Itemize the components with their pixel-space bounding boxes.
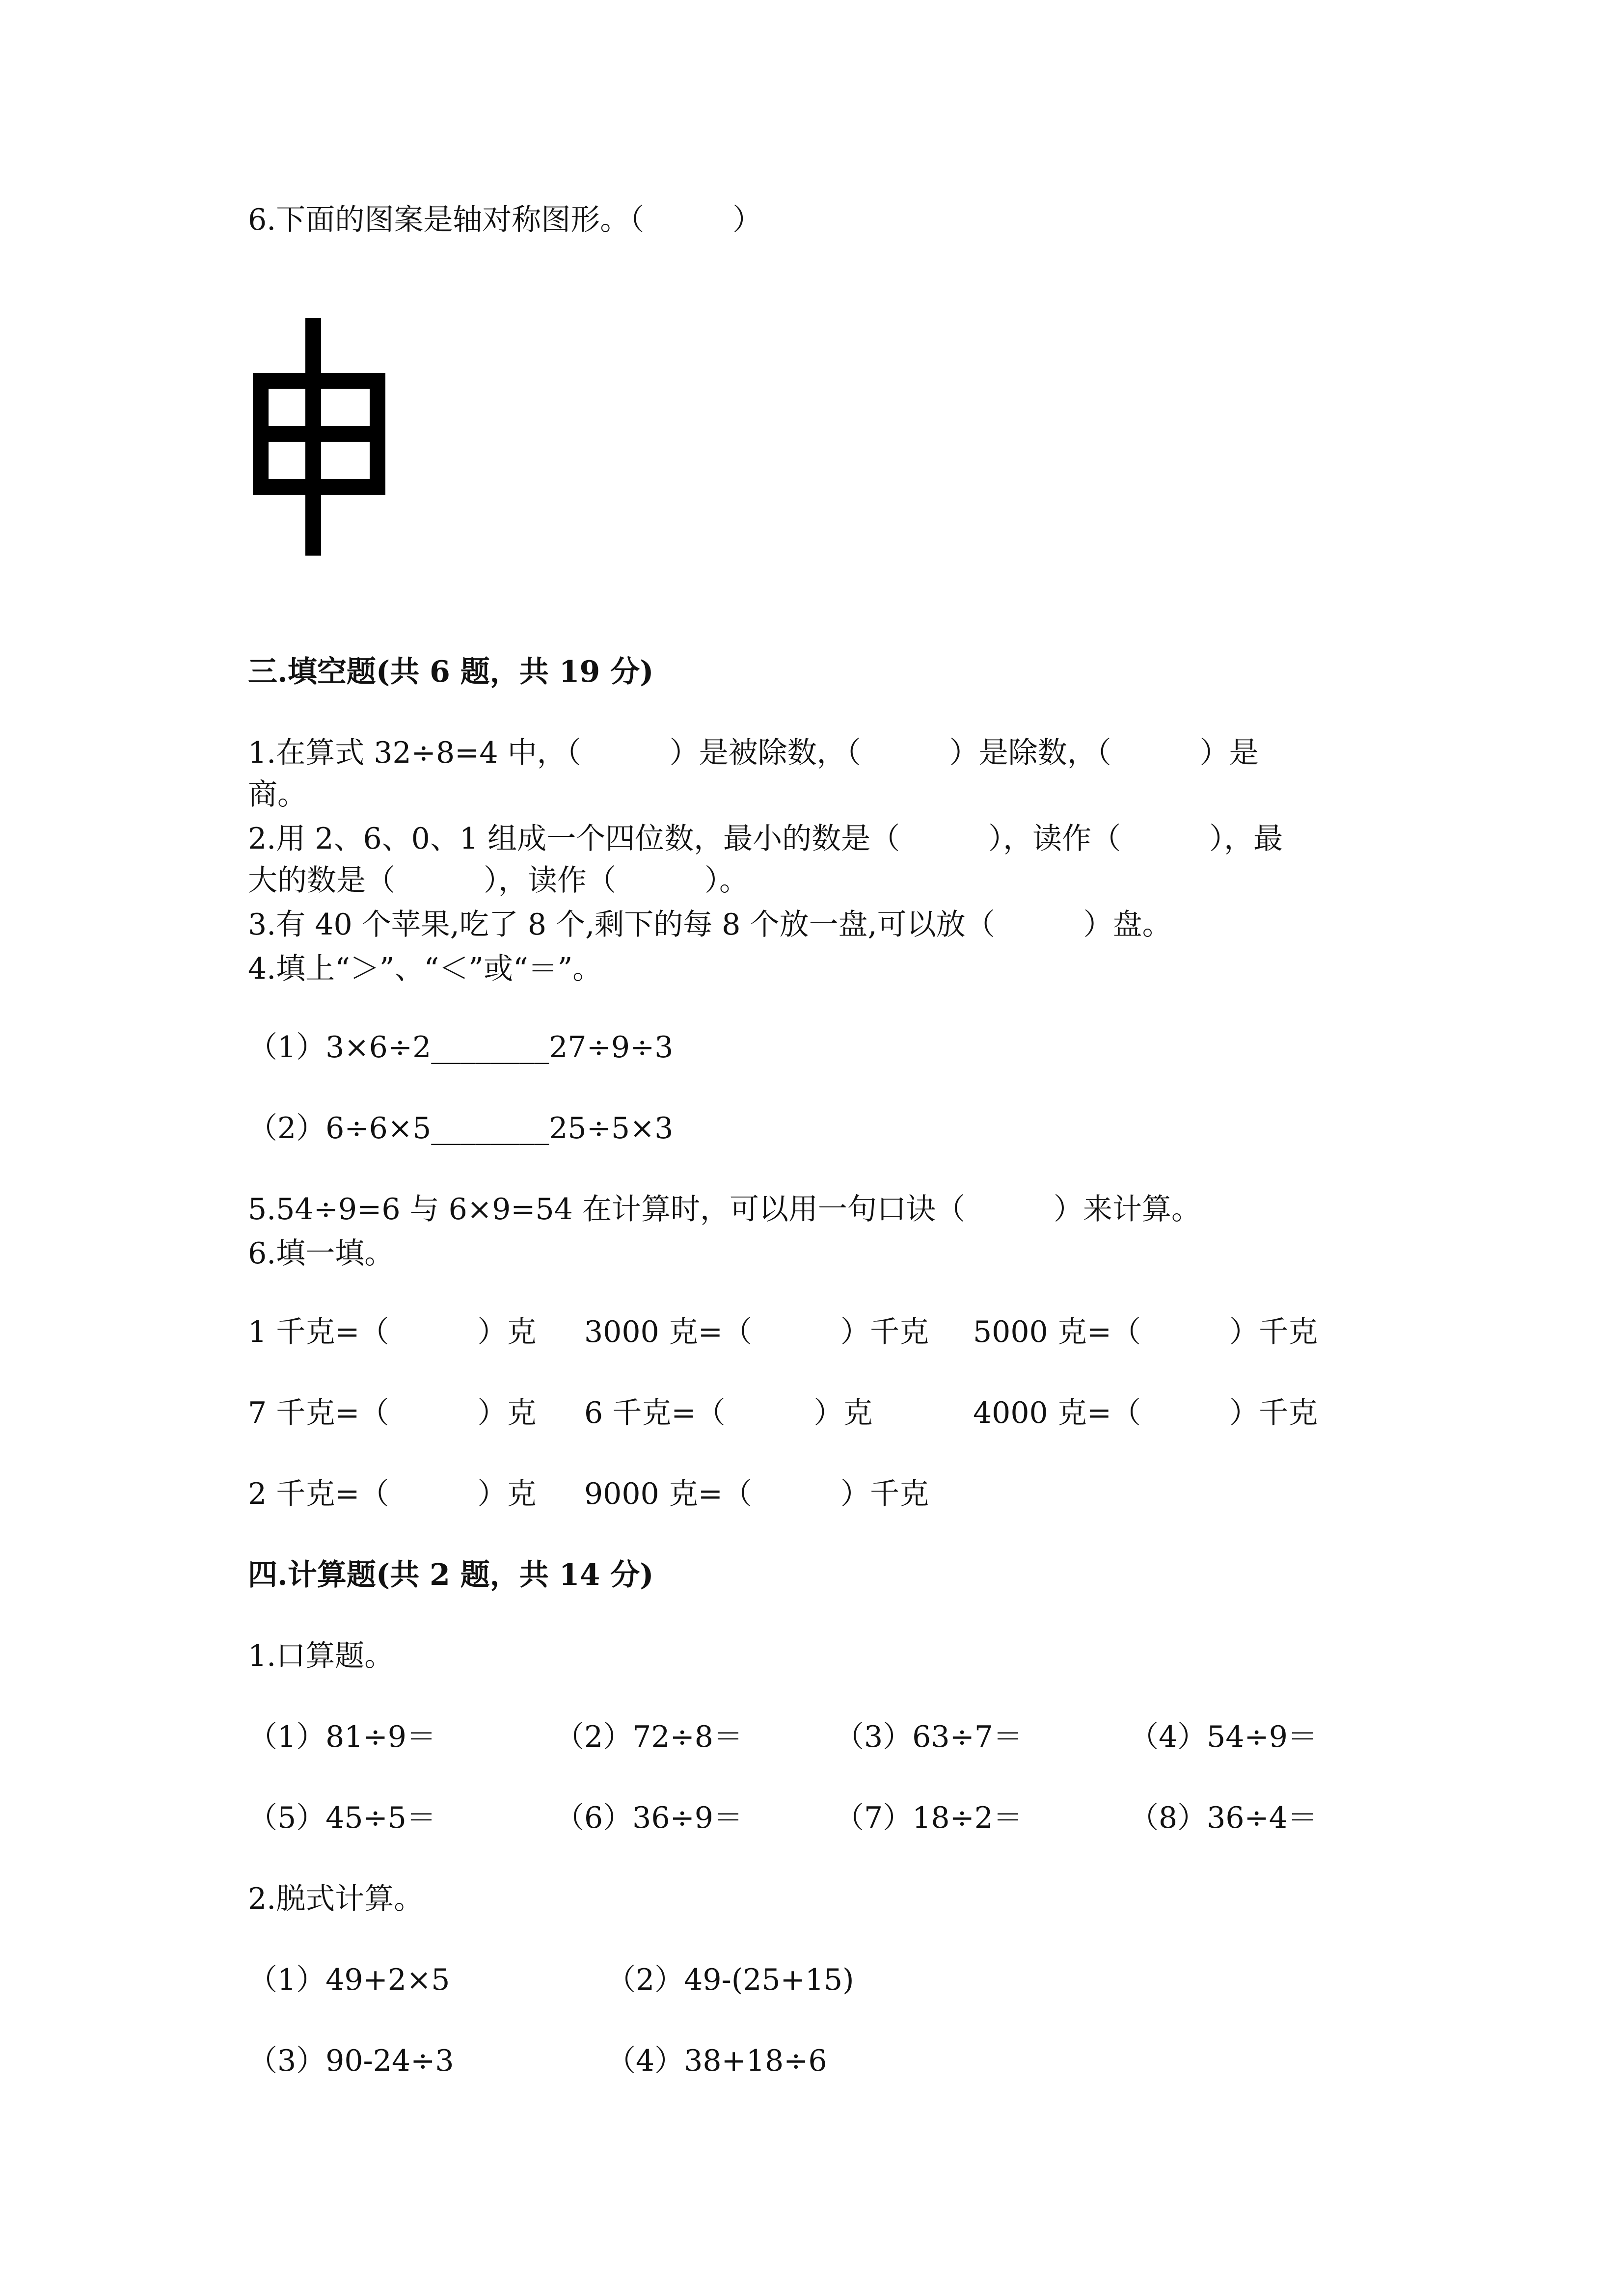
judgement-q6: 6.下面的图案是轴对称图形。（ ） xyxy=(248,203,762,237)
s3-q6-cell: 3000 克=（ ）千克 xyxy=(584,1315,929,1349)
s4-q1-cell: （6）36÷9＝ xyxy=(555,1801,743,1835)
s3-q3: 3.有 40 个苹果,吃了 8 个,剩下的每 8 个放一盘,可以放（ ）盘。 xyxy=(248,908,1172,942)
s4-q1-cell: （5）45÷5＝ xyxy=(248,1801,436,1835)
s4-q1-cell: （1）81÷9＝ xyxy=(248,1720,436,1754)
s4-q1-cell: （4）54÷9＝ xyxy=(1129,1720,1317,1754)
s3-q6-cell: 7 千克=（ ）克 xyxy=(248,1396,537,1430)
s4-q1: 1.口算题。 xyxy=(248,1639,394,1673)
s4-q1-cell: （8）36÷4＝ xyxy=(1129,1801,1317,1835)
s3-q2-line2: 大的数是（ ），读作（ ）。 xyxy=(248,863,749,898)
figure-top-stroke xyxy=(253,373,385,389)
s3-q6-cell: 9000 克=（ ）千克 xyxy=(584,1477,929,1511)
s4-q2-cell: （4）38+18÷6 xyxy=(606,2044,827,2078)
s4-q2-cell: （1）49+2×5 xyxy=(248,1963,450,1997)
s4-q2-cell: （3）90-24÷3 xyxy=(248,2044,454,2078)
s3-q6-cell: 2 千克=（ ）克 xyxy=(248,1477,537,1511)
figure-middle-stroke xyxy=(253,426,385,442)
figure-bottom-stroke xyxy=(253,479,385,495)
s3-q4-item: （1）3×6÷2________27÷9÷3 xyxy=(248,1030,674,1065)
s3-q6: 6.填一填。 xyxy=(248,1236,394,1271)
s3-q2-line1: 2.用 2、6、0、1 组成一个四位数，最小的数是（ ），读作（ ），最 xyxy=(248,822,1283,856)
s3-q6-cell: 1 千克=（ ）克 xyxy=(248,1315,537,1349)
s3-q1-line2: 商。 xyxy=(248,777,307,812)
s3-q6-cell: 5000 克=（ ）千克 xyxy=(973,1315,1318,1349)
s4-q1-cell: （7）18÷2＝ xyxy=(835,1801,1023,1835)
s3-q4: 4.填上“＞”、“＜”或“＝”。 xyxy=(248,952,602,986)
s4-q2: 2.脱式计算。 xyxy=(248,1882,424,1916)
s3-q1-line1: 1.在算式 32÷8=4 中，（ ）是被除数，（ ）是除数，（ ）是 xyxy=(248,736,1259,770)
s3-q5: 5.54÷9=6 与 6×9=54 在计算时，可以用一句口诀（ ）来计算。 xyxy=(248,1192,1201,1227)
section3-title: 三.填空题(共 6 题，共 19 分) xyxy=(248,655,654,689)
section4-title: 四.计算题(共 2 题，共 14 分) xyxy=(248,1558,654,1592)
s4-q2-cell: （2）49-(25+15) xyxy=(606,1963,854,1997)
s3-q4-item: （2）6÷6×5________25÷5×3 xyxy=(248,1111,674,1146)
symbol-figure xyxy=(253,318,385,556)
s3-q6-cell: 6 千克=（ ）克 xyxy=(584,1396,873,1430)
s3-q6-cell: 4000 克=（ ）千克 xyxy=(973,1396,1318,1430)
s4-q1-cell: （3）63÷7＝ xyxy=(835,1720,1023,1754)
s4-q1-cell: （2）72÷8＝ xyxy=(555,1720,743,1754)
